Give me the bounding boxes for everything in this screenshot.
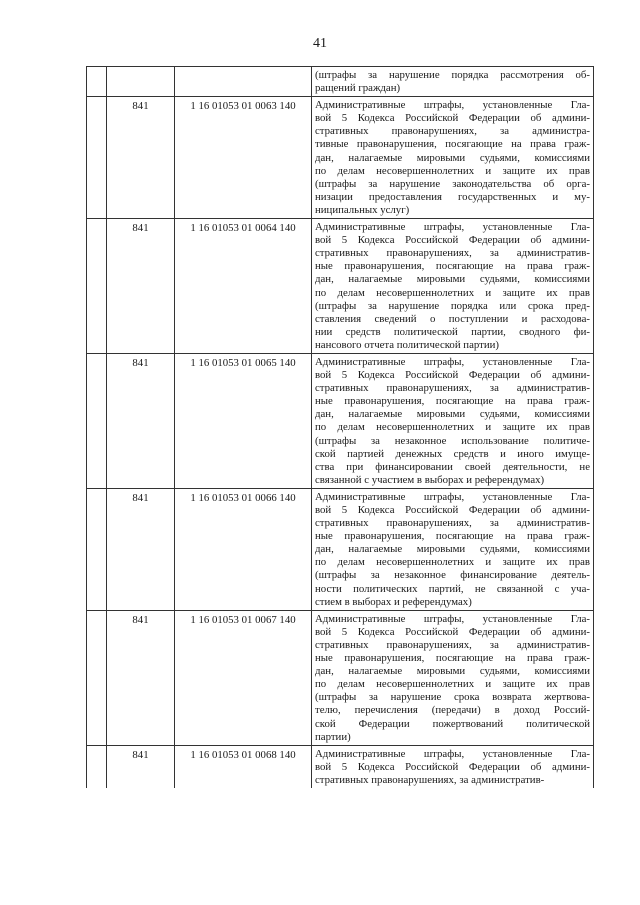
- description-line: низации предоставления государственных и му-: [315, 190, 590, 203]
- table-row: [87, 610, 594, 745]
- description-line: стративных правонарушениях, за административ-: [315, 247, 590, 260]
- revenue-description-cell: [312, 97, 594, 219]
- description-line: ные правонарушения, посягающие на права граж-: [315, 395, 590, 408]
- table-body: [87, 67, 594, 788]
- description-line: ные правонарушения, посягающие на права граж-: [315, 260, 590, 273]
- description-line: ставления сведений о поступлении и расходова-: [315, 312, 590, 325]
- description-line: стративных правонарушениях, за административ-: [315, 382, 590, 395]
- budget-classification-code-cell: [175, 67, 312, 97]
- description-line: дан, налагаемые мировыми судьями, комиссиями: [315, 273, 590, 286]
- description-line: по делам несовершеннолетних и защите их прав: [315, 421, 590, 434]
- description-line: ства при финансировании своей деятельности, не: [315, 460, 590, 473]
- budget-codes-table-wrapper: [86, 66, 594, 905]
- admin-code-cell: 841: [107, 97, 175, 219]
- description-line: стием в выборах и референдумах): [315, 595, 472, 608]
- revenue-description-cell: [312, 488, 594, 610]
- budget-classification-code-cell: 1 16 01053 01 0065 140: [175, 353, 312, 488]
- revenue-description-cell: [312, 353, 594, 488]
- description-line: Административные штрафы, установленные Гла-: [315, 490, 590, 503]
- description-line: ской партией денежных средств и иного имуще-: [315, 447, 590, 460]
- description-line: (штрафы за нарушение порядка или срока пред-: [315, 299, 590, 312]
- description-line: вой 5 Кодекса Российской Федерации об админи-: [315, 369, 590, 382]
- budget-classification-code-cell: 1 16 01053 01 0066 140: [175, 488, 312, 610]
- description-line: ращений граждан): [315, 82, 401, 95]
- description-line: вой 5 Кодекса Российской Федерации об админи-: [315, 504, 590, 516]
- budget-classification-code-cell: 1 16 01053 01 0067 140: [175, 610, 312, 745]
- description-line: (штрафы за нарушение порядка рассмотрения об-: [315, 69, 590, 81]
- description-line: по делам несовершеннолетних и защите их прав: [315, 164, 590, 177]
- description-line: (штрафы за нарушение законодательства об орга-: [315, 177, 590, 190]
- description-line: дан, налагаемые мировыми судьями, комиссиями: [315, 408, 590, 421]
- admin-code-cell: 841: [107, 610, 175, 745]
- admin-code-cell: 841: [107, 219, 175, 354]
- revenue-description-cell: [312, 67, 594, 97]
- table-row: [87, 745, 594, 788]
- description-line: (штрафы за незаконное финансирование деятель-: [315, 569, 590, 582]
- description-line: ской Федерации пожертвований политической: [315, 717, 590, 730]
- admin-code-cell: 841: [107, 353, 175, 488]
- description-line: тивные правонарушения, посягающие на права граж-: [315, 138, 590, 151]
- margin-cell: [87, 97, 107, 219]
- table-row: [87, 97, 594, 219]
- description-line: дан, налагаемые мировыми судьями, комиссиями: [315, 665, 590, 678]
- description-line: ности политических партий, не связанной с уча-: [315, 582, 590, 595]
- page-number: 41: [313, 36, 327, 51]
- revenue-description-cell: [312, 745, 594, 788]
- table-row: [87, 219, 594, 354]
- margin-cell: [87, 219, 107, 354]
- description-line: нии средств политической партии, сводного фи-: [315, 325, 590, 338]
- description-line: стративных правонарушениях, за администра-: [315, 125, 590, 138]
- table-row: [87, 353, 594, 488]
- margin-cell: [87, 488, 107, 610]
- description-line: телю, перечисления (передачи) в доход Россий-: [315, 704, 590, 717]
- description-line: Административные штрафы, установленные Гла-: [315, 612, 590, 625]
- description-line: по делам несовершеннолетних и защите их прав: [315, 556, 590, 569]
- description-line: вой 5 Кодекса Российской Федерации об админи-: [315, 760, 590, 773]
- description-line: стративных правонарушениях, за административ-: [315, 638, 590, 651]
- description-line: партии): [315, 730, 351, 743]
- description-line: связанной с участием в выборах и референдумах): [315, 473, 545, 486]
- description-line: вой 5 Кодекса Российской Федерации об админи-: [315, 625, 590, 638]
- budget-classification-code-cell: 1 16 01053 01 0063 140: [175, 97, 312, 219]
- description-line: Административные штрафы, установленные Гла-: [315, 221, 590, 234]
- description-line: ные правонарушения, посягающие на права граж-: [315, 652, 590, 665]
- margin-cell: [87, 610, 107, 745]
- description-line: (штрафы за незаконное использование политиче-: [315, 434, 590, 447]
- budget-codes-table: [86, 66, 594, 788]
- description-line: Административные штрафы, установленные Гла-: [315, 747, 590, 760]
- description-line: нансового отчета политической партии): [315, 338, 500, 351]
- revenue-description-cell: [312, 610, 594, 745]
- margin-cell: [87, 67, 107, 97]
- margin-cell: [87, 353, 107, 488]
- admin-code-cell: 841: [107, 488, 175, 610]
- description-line: вой 5 Кодекса Российской Федерации об админи-: [315, 234, 590, 247]
- budget-classification-code-cell: 1 16 01053 01 0068 140: [175, 745, 312, 788]
- description-line: по делам несовершеннолетних и защите их прав: [315, 286, 590, 299]
- table-row: [87, 488, 594, 610]
- admin-code-cell: 841: [107, 745, 175, 788]
- margin-cell: [87, 745, 107, 788]
- description-line: дан, налагаемые мировыми судьями, комиссиями: [315, 543, 590, 556]
- description-line: вой 5 Кодекса Российской Федерации об админи-: [315, 112, 590, 125]
- description-line: (штрафы за нарушение срока возврата жертвова-: [315, 691, 590, 704]
- admin-code-cell: [107, 67, 175, 97]
- budget-classification-code-cell: 1 16 01053 01 0064 140: [175, 219, 312, 354]
- description-line: по делам несовершеннолетних и защите их прав: [315, 678, 590, 691]
- description-line: ниципальных услуг): [315, 203, 410, 216]
- description-line: стративных правонарушениях, за административ-: [315, 773, 545, 786]
- description-line: Административные штрафы, установленные Гла-: [315, 355, 590, 368]
- table-row: [87, 67, 594, 97]
- description-line: дан, налагаемые мировыми судьями, комиссиями: [315, 151, 590, 164]
- description-line: ные правонарушения, посягающие на права граж-: [315, 530, 590, 543]
- description-line: Административные штрафы, установленные Гла-: [315, 99, 590, 112]
- revenue-description-cell: [312, 219, 594, 354]
- description-line: стративных правонарушениях, за административ-: [315, 517, 590, 530]
